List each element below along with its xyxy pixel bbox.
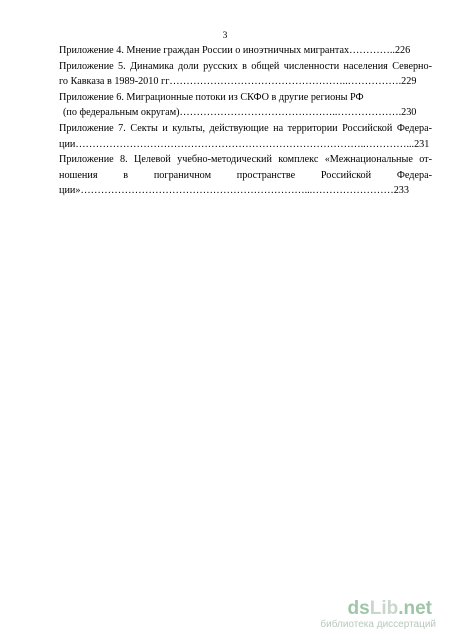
logo-ds: ds	[347, 598, 370, 619]
logo-lib: Lib	[369, 598, 399, 619]
toc-line-appendix-5-cont: го Кавказа в 1989-2010 гг……………………………………………..…………….229	[59, 76, 417, 88]
toc-line-appendix-8: Приложение 8. Целевой учебно-методический комплекс «Межнациональные от-	[59, 154, 432, 166]
table-of-contents	[59, 43, 432, 199]
dslib-logo	[348, 599, 432, 619]
toc-line-appendix-6: Приложение 6. Миграционные потоки из СКФО в другие регионы РФ	[59, 91, 364, 103]
dslib-watermark	[296, 599, 436, 633]
logo-net: .net	[398, 598, 432, 619]
toc-line-appendix-8-cont: ношения в пограничном пространстве Российской Федера-	[59, 169, 432, 181]
toc-line-appendix-7-cont: ции…………………………………………………………………………..…………...231	[59, 138, 430, 150]
watermark-caption: библиотека диссертаций	[320, 619, 436, 630]
toc-line-appendix-4: Приложение 4. Мнение граждан России о иноэтничных мигрантах…………..226	[59, 45, 411, 56]
toc-line-appendix-8-end: ции»…………………………………………………………...……………………233	[59, 185, 409, 197]
toc-line-appendix-6-cont: (по федеральным округам)………………………………………..……………….230	[63, 107, 417, 119]
toc-line-appendix-7: Приложение 7. Секты и культы, действующие на территории Российской Федера-	[59, 122, 432, 134]
page-number: 3	[222, 31, 228, 41]
toc-line-appendix-5: Приложение 5. Динамика доли русских в общей численности населения Северно-	[59, 60, 432, 72]
